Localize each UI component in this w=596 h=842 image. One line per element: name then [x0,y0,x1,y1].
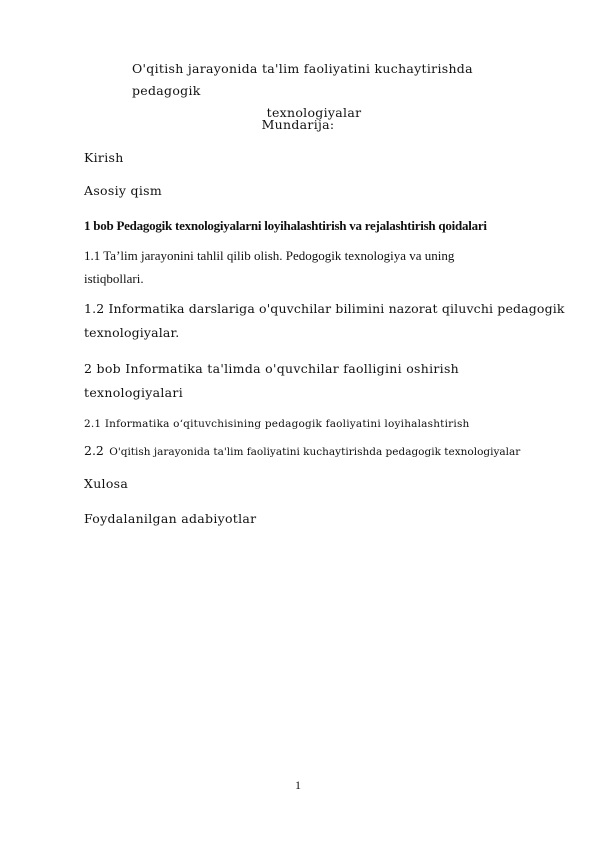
toc-item-2-2 [84,443,520,458]
document-title [84,58,544,124]
toc-item-1-1-line-2: istiqbollari. [84,271,144,286]
toc-item-1-2-line-2: texnologiyalar. [84,325,180,340]
contents-heading: Mundarija: [261,117,335,132]
toc-item-1-2-line-1: 1.2 Informatika darslariga o'quvchilar bilimini nazorat qiluvchi pedagogik [84,301,565,316]
toc-item-2-1: 2.1 Informatika o‘qituvchisining pedagogik faoliyatini loyihalashtirish [84,418,470,430]
toc-item-1-1-line-1: 1.1 Ta’lim jarayonini tahlil qilib olish. Pedogogik texnologiya va uning [84,248,455,263]
title-line-2: texnologiyalar [266,105,362,120]
toc-intro: Kirish [84,150,124,165]
toc-conclusion: Xulosa [84,476,129,491]
page-number: 1 [295,778,301,792]
toc-chapter-2-line-2: texnologiyalari [84,385,184,400]
toc-main-part: Asosiy qism [84,183,162,198]
toc-item-2-2-text: O'qitish jarayonida ta'lim faoliyatini kuchaytirishda pedagogik texnologiyalar [109,446,521,458]
toc-chapter-1: 1 bob Pedagogik texnologiyalarni loyihalashtirish va rejalashtirish qoidalari [84,218,487,233]
title-line-1: O'qitish jarayonida ta'lim faoliyatini kuchaytirishda pedagogik [132,61,473,98]
toc-chapter-2-line-1: 2 bob Informatika ta'limda o'quvchilar faolligini oshirish [84,361,460,376]
toc-references: Foydalanilgan adabiyotlar [84,511,257,526]
toc-item-2-2-number: 2.2 [84,443,104,458]
